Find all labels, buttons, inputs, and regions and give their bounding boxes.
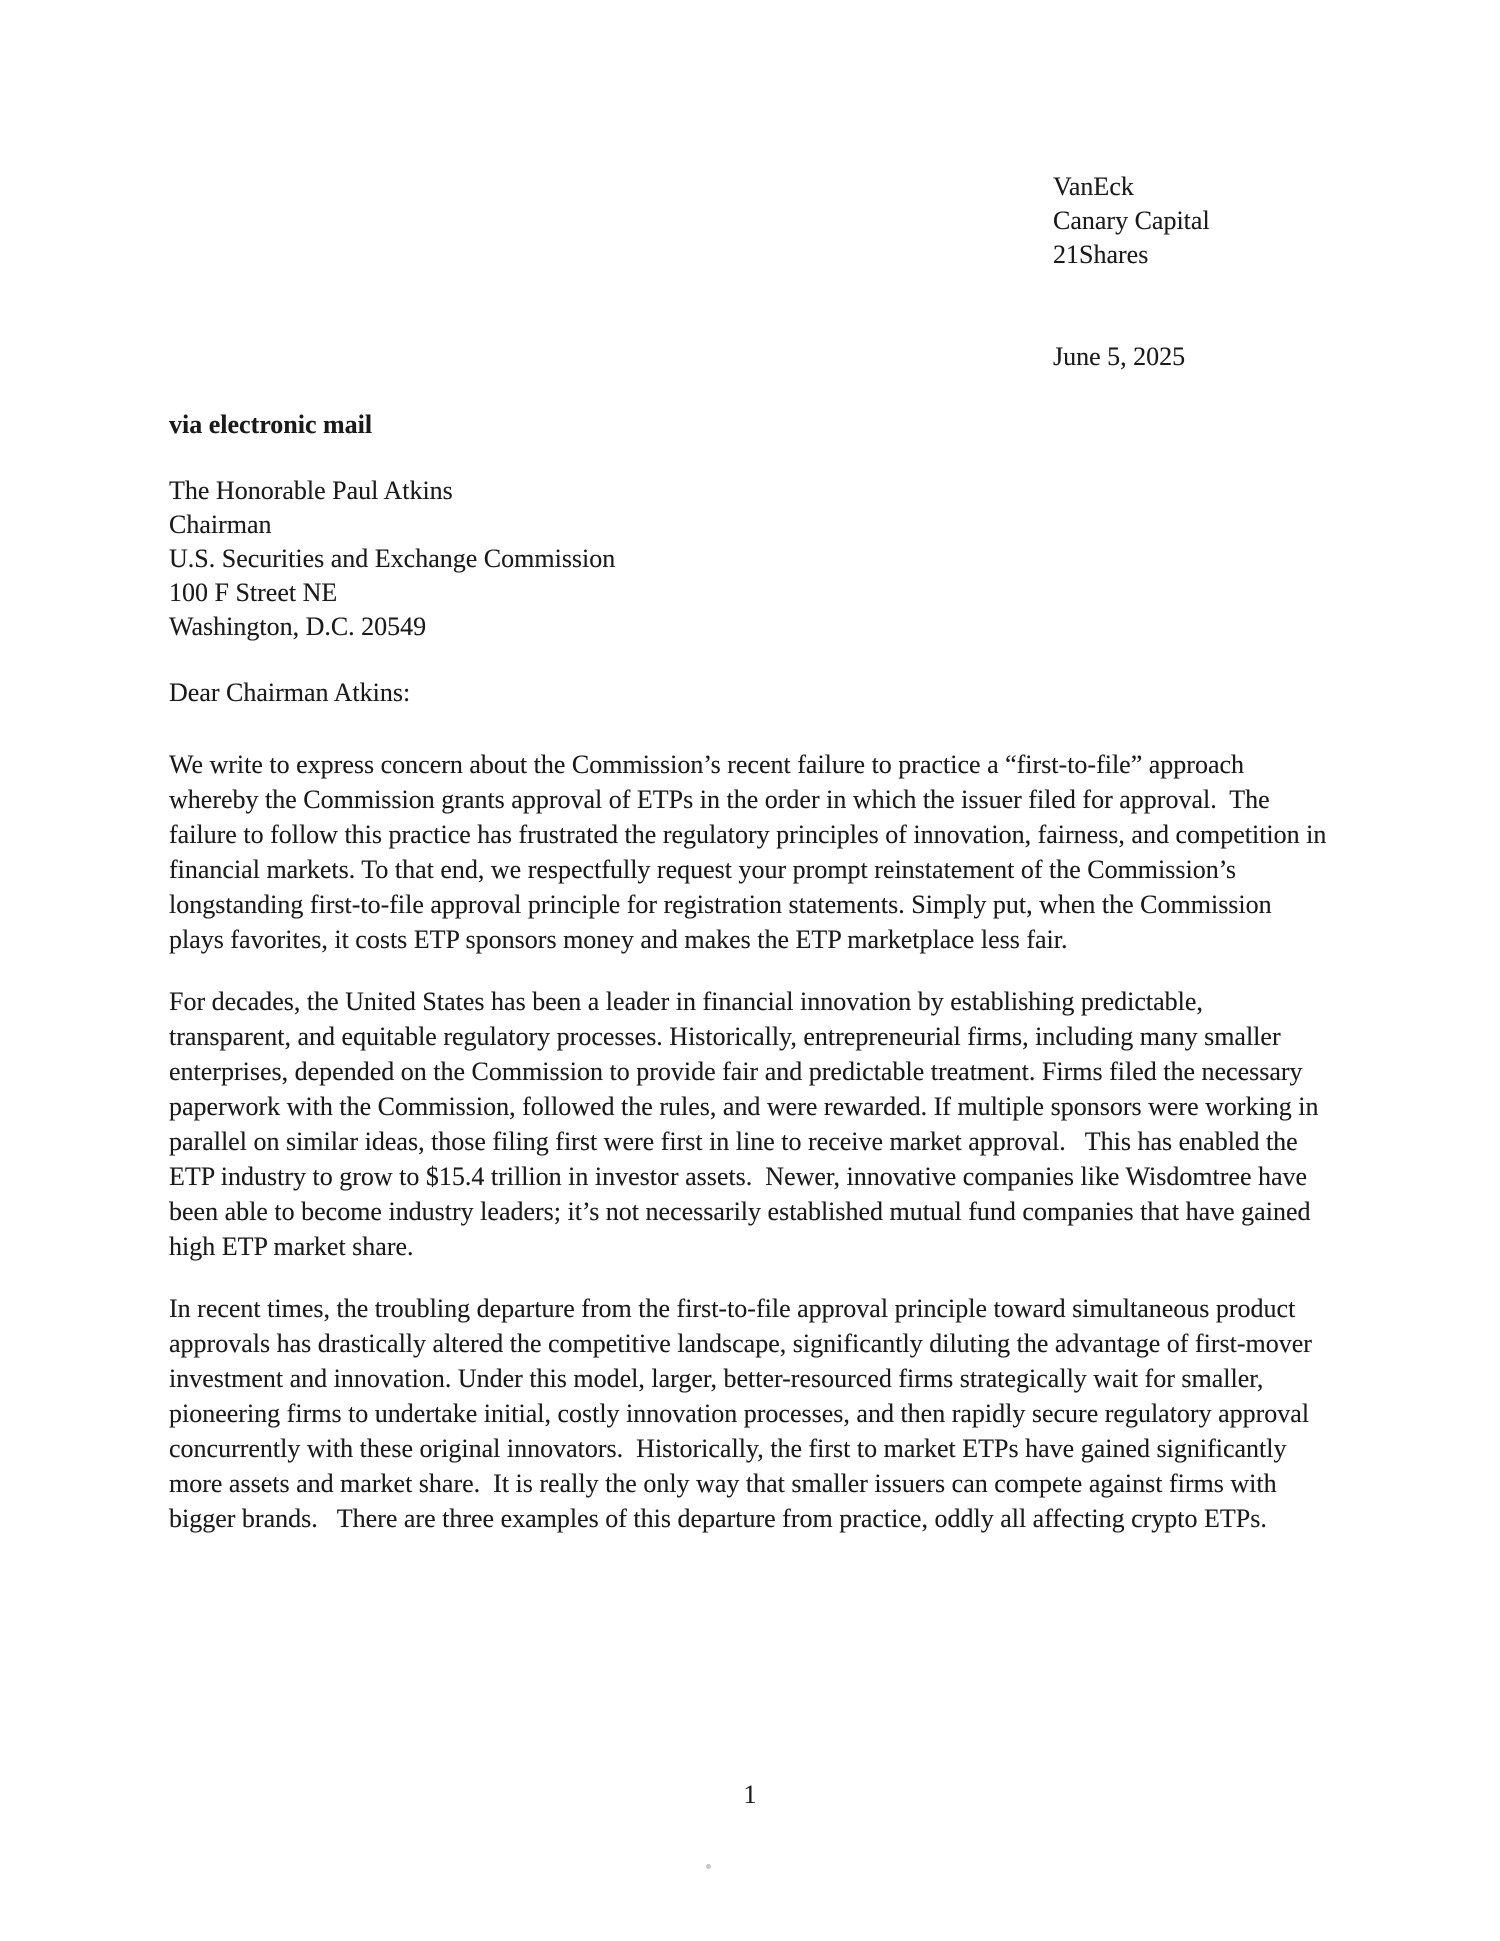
letter-body — [169, 747, 1333, 1563]
letterhead-company-1: VanEck — [1053, 172, 1134, 201]
recipient-address-line1: 100 F Street NE — [169, 578, 338, 607]
scan-artifact-speck — [706, 1864, 711, 1869]
letterhead-company-2: Canary Capital — [1053, 206, 1210, 235]
letter-date: June 5, 2025 — [1053, 342, 1186, 371]
recipient-address-line2: Washington, D.C. 20549 — [169, 612, 427, 641]
recipient-title: Chairman — [169, 510, 272, 539]
letterhead-company-3: 21Shares — [1053, 240, 1149, 269]
recipient-address-block — [169, 474, 615, 644]
delivery-method: via electronic mail — [169, 410, 373, 439]
salutation: Dear Chairman Atkins: — [169, 678, 411, 707]
body-paragraph-2: For decades, the United States has been a leader in financial innovation by establishing predictable, transparent, and equitable regulatory processes. Historically, entrepreneurial firms, including many smaller enterprises, depended on the Commission to provide fair and predictable treatment. Firms filed the necessary paperwork with the Commission, followed the rules, and were rewarded. If multiple sponsors were working in parallel on similar ideas, those filing first were first in line to receive market approval. This has enabled the ETP industry to grow to $15.4 trillion in investor assets. Newer, innovative companies like Wisdomtree have been able to become industry leaders; it’s not necessarily established mutual fund companies that have gained high ETP market share. — [169, 987, 1326, 1261]
recipient-organization: U.S. Securities and Exchange Commission — [169, 544, 616, 573]
page-number: 1 — [743, 1780, 757, 1809]
body-paragraph-1: We write to express concern about the Commission’s recent failure to practice a “first-to-file” approach whereby the Commission grants approval of ETPs in the order in which the issuer filed for approval. The failure to follow this practice has frustrated the regulatory principles of innovation, fairness, and competition in financial markets. To that end, we respectfully request your prompt reinstatement of the Commission’s longstanding first-to-file approval principle for registration statements. Simply put, when the Commission plays favorites, it costs ETP sponsors money and makes the ETP marketplace less fair. — [169, 750, 1333, 954]
recipient-name: The Honorable Paul Atkins — [169, 476, 453, 505]
body-paragraph-3: In recent times, the troubling departure from the first-to-file approval principle toward simultaneous product approvals has drastically altered the competitive landscape, significantly diluting the advantage of first-mover investment and innovation. Under this model, larger, better-resourced firms strategically wait for smaller, pioneering firms to undertake initial, costly innovation processes, and then rapidly secure regulatory approval concurrently with these original innovators. Historically, the first to market ETPs have gained significantly more assets and market share. It is really the only way that smaller issuers can compete against firms with bigger brands. There are three examples of this departure from practice, oddly all affecting crypto ETPs. — [169, 1294, 1319, 1533]
letterhead — [1053, 170, 1210, 272]
